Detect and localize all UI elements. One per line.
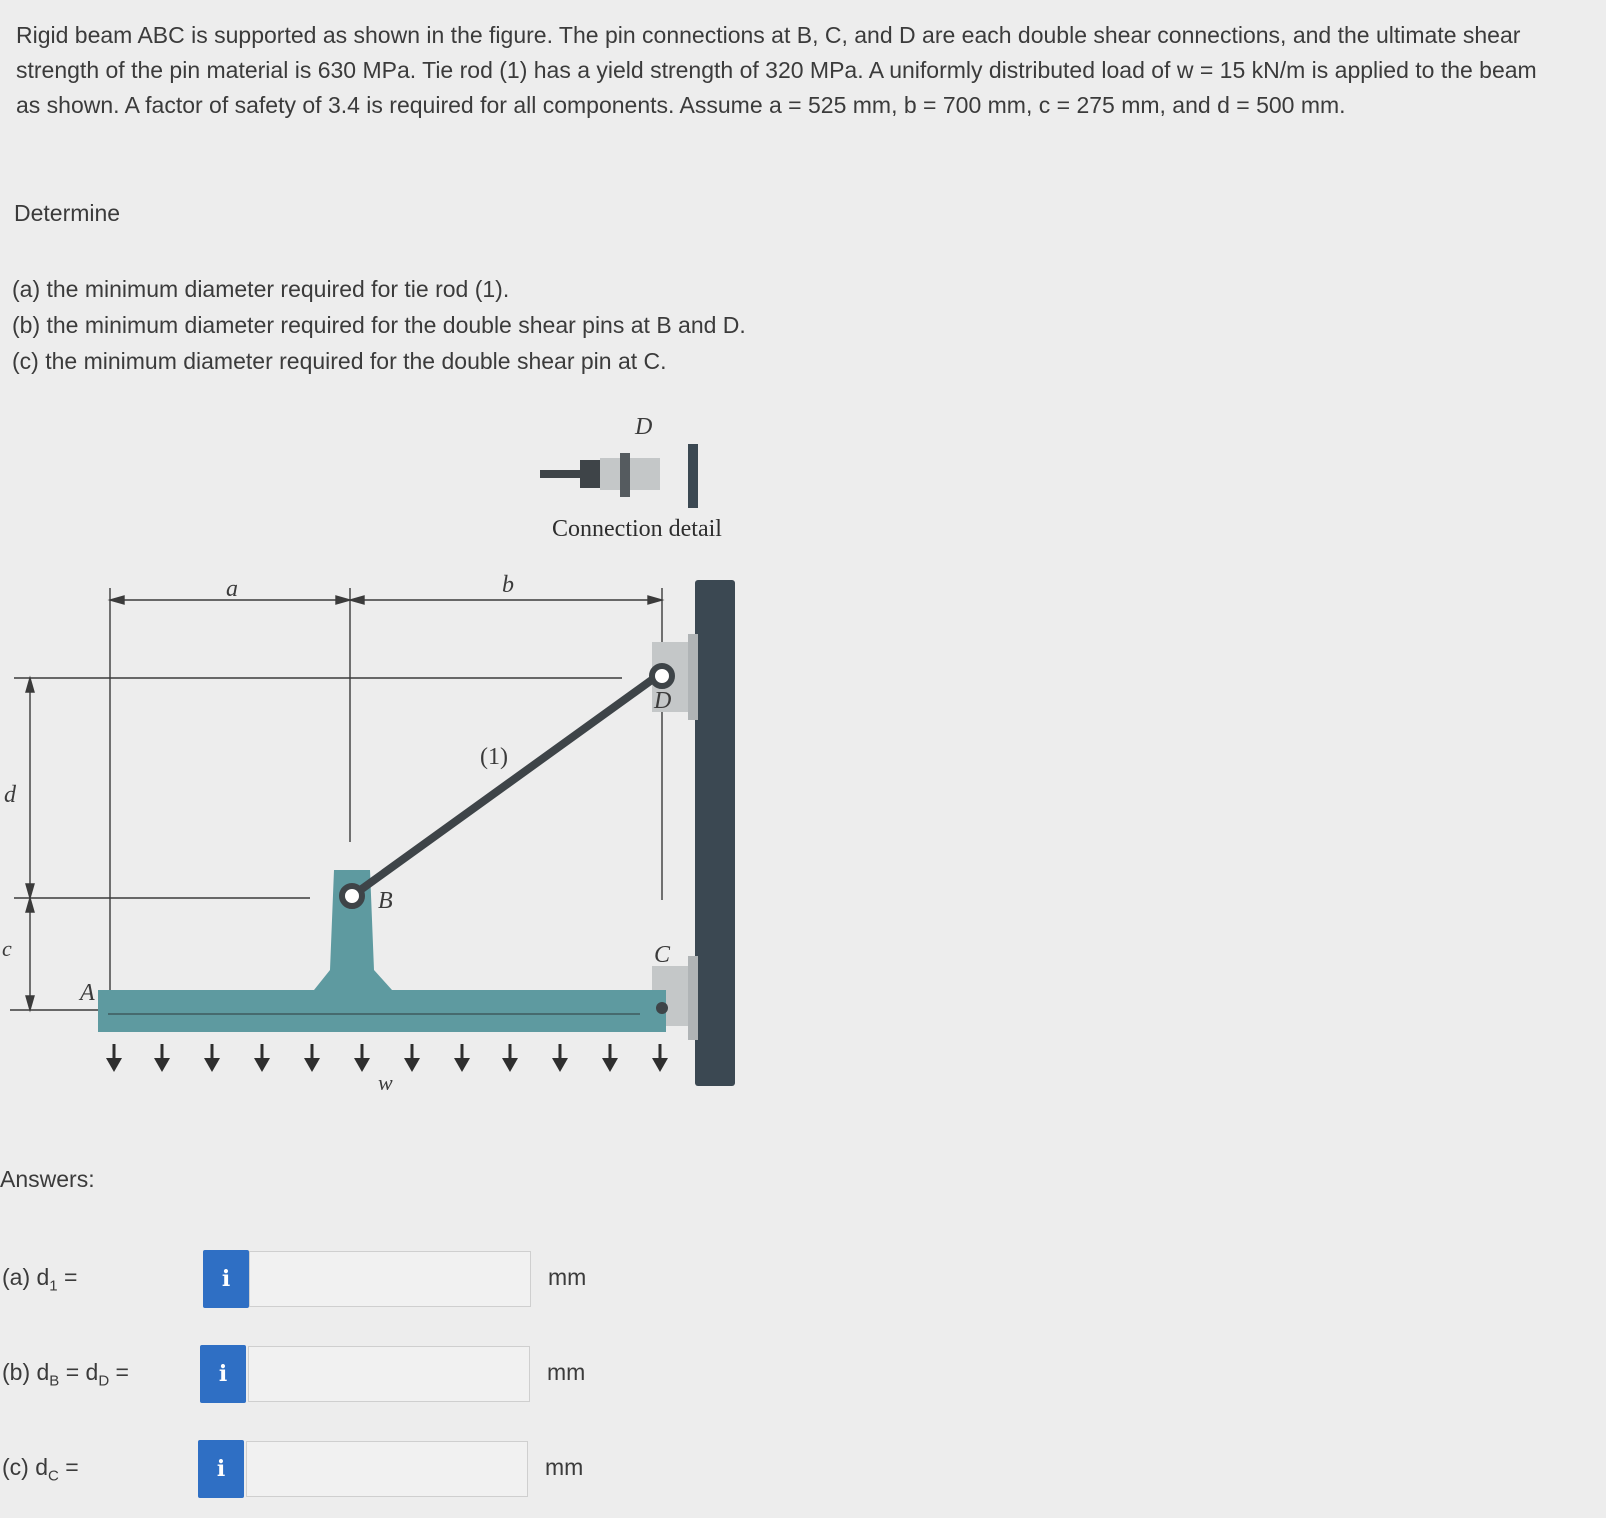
detail-clevis (580, 460, 602, 488)
load-arrow (254, 1044, 270, 1072)
answer-c-label: (c) $d_C$ = (2, 1454, 79, 1485)
answer-a-input[interactable] (249, 1251, 531, 1307)
load-arrow (404, 1044, 420, 1072)
label-B: B (378, 888, 393, 914)
distributed-load (106, 1044, 668, 1072)
answer-a-unit: mm (548, 1264, 587, 1290)
problem-statement (16, 18, 1546, 123)
load-arrow (106, 1044, 122, 1072)
pin-C (656, 1002, 668, 1014)
dim-c-label: c (2, 936, 12, 961)
load-w-label: w (378, 1070, 393, 1095)
answer-a-label: (a) $d_1$ = (2, 1264, 78, 1295)
label-D: D (654, 688, 672, 714)
tie-rod-1 (352, 674, 660, 896)
answer-c-input[interactable] (246, 1441, 528, 1497)
answer-b-unit: mm (547, 1359, 586, 1385)
answer-row-c (0, 1440, 640, 1500)
label-A: A (80, 980, 95, 1006)
load-arrow (204, 1044, 220, 1072)
detail-rod (540, 470, 584, 478)
detail-pin (620, 453, 630, 497)
part-b-text: (b) the minimum diameter required for the double shear pins at B and D. (12, 312, 746, 338)
label-C: C (654, 942, 671, 968)
detail-caption: Connection detail (552, 516, 722, 542)
problem-text: Rigid beam ABC is supported as shown in the figure. The pin connections at B, C, and D are each double shear connections, and the ultimate shear strength of the pin material is 630 MPa. Tie rod (1) has a yield strength of 320 MPa. A uniformly distributed load of w = 15 kN/m is applied to the beam as shown. A factor of safety of 3.4 is required for all components. Assume a = 525 mm, b = 700 mm, c = 275 mm, and d = 500 mm. (16, 22, 1537, 118)
load-arrow (502, 1044, 518, 1072)
answer-row-b (0, 1345, 640, 1405)
question-parts (12, 271, 746, 379)
detail-wall (688, 444, 698, 508)
part-c-text: (c) the minimum diameter required for the double shear pin at C. (12, 348, 667, 374)
pin-D (652, 666, 672, 686)
info-icon[interactable]: i (203, 1250, 249, 1308)
load-arrow (454, 1044, 470, 1072)
determine-heading: Determine (14, 200, 121, 226)
bracket-D-plate (688, 634, 698, 720)
rod-label: (1) (480, 744, 508, 770)
dim-a-label: a (226, 576, 238, 602)
load-arrow (602, 1044, 618, 1072)
load-arrow (652, 1044, 668, 1072)
info-icon[interactable]: i (200, 1345, 246, 1403)
info-icon[interactable]: i (198, 1440, 244, 1498)
answer-row-a (0, 1250, 640, 1310)
bracket-C-plate (688, 956, 698, 1040)
load-arrow (154, 1044, 170, 1072)
connection-detail (540, 414, 722, 542)
answer-b-label: (b) $d_B = d_D$ = (2, 1359, 129, 1390)
dim-b-label: b (502, 572, 514, 598)
pin-B (342, 886, 362, 906)
load-arrow (552, 1044, 568, 1072)
part-a-text: (a) the minimum diameter required for tie rod (1). (12, 276, 510, 302)
detail-label-D: D (635, 414, 653, 440)
wall (695, 580, 735, 1086)
answers-heading: Answers: (0, 1166, 95, 1192)
load-arrow (354, 1044, 370, 1072)
dim-d-label: d (4, 782, 16, 808)
load-arrow (304, 1044, 320, 1072)
beam-figure (0, 410, 760, 1110)
answer-b-input[interactable] (248, 1346, 530, 1402)
answer-c-unit: mm (545, 1454, 584, 1480)
